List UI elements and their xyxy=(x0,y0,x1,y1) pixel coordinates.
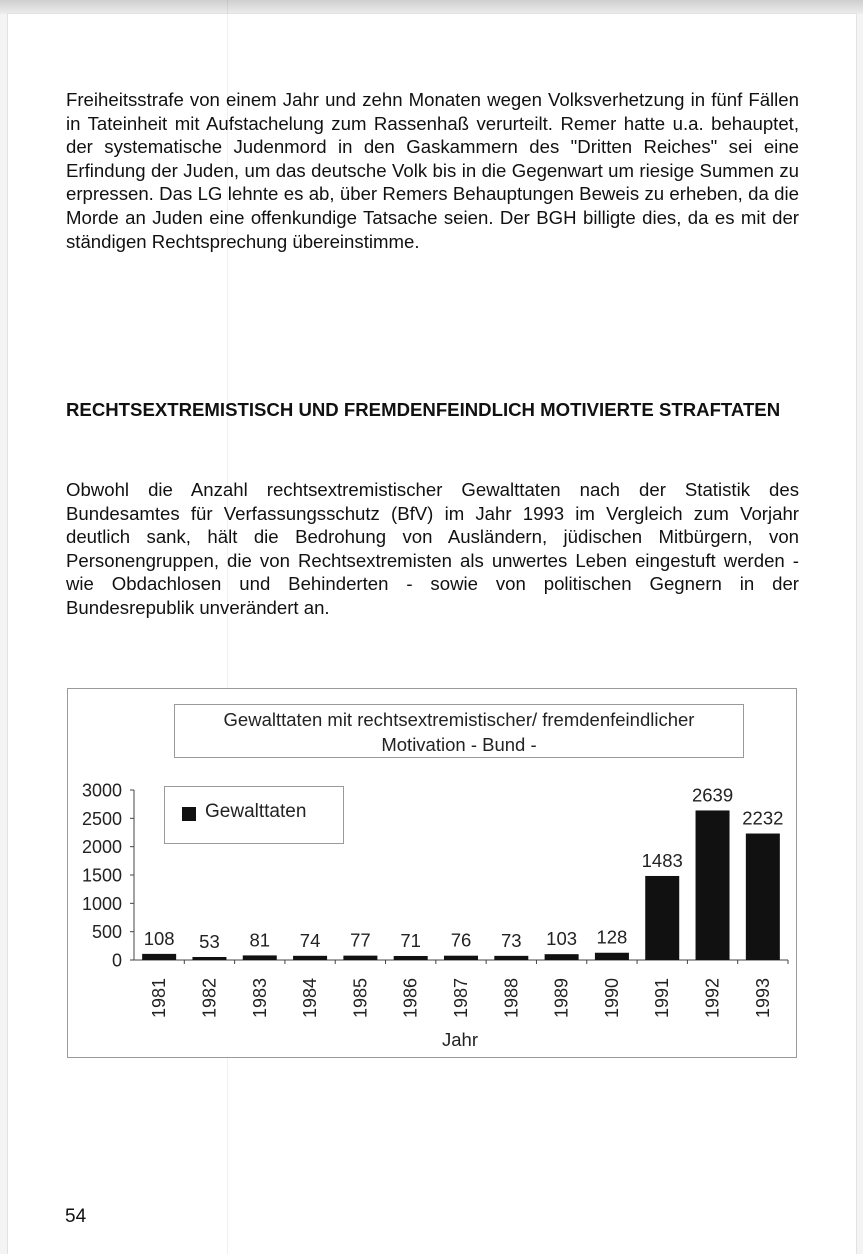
bar-1989 xyxy=(545,954,579,960)
bar-1991 xyxy=(645,876,679,960)
x-tick-label-1993: 1993 xyxy=(752,977,773,1019)
bar-1987 xyxy=(444,956,478,960)
chart-title-line2: Motivation - Bund - xyxy=(381,734,537,755)
x-tick-label-1991: 1991 xyxy=(652,977,673,1019)
y-tick-label: 1000 xyxy=(81,893,122,914)
x-tick-label-1984: 1984 xyxy=(300,977,321,1019)
bar-1986 xyxy=(394,956,428,960)
y-tick-label: 2000 xyxy=(81,837,122,858)
y-tick-label: 2500 xyxy=(81,808,122,829)
scan-top-edge xyxy=(0,0,863,14)
bar-1984 xyxy=(293,956,327,960)
data-label-1992: 2639 xyxy=(691,784,734,806)
y-tick-label: 3000 xyxy=(81,780,122,801)
bar-1992 xyxy=(696,810,730,960)
data-label-1984: 74 xyxy=(299,929,321,951)
y-tick-label: 0 xyxy=(111,950,122,971)
x-tick-label-1989: 1989 xyxy=(551,977,572,1019)
page-number: 54 xyxy=(65,1206,87,1227)
bar-chart-figure xyxy=(67,688,797,1058)
x-tick-label-1986: 1986 xyxy=(400,977,421,1019)
y-tick-label: 500 xyxy=(91,922,122,943)
chart-title-line1: Gewalttaten mit rechtsextremistischer/ fremdenfeindlicher xyxy=(223,709,695,730)
bar-1982 xyxy=(192,957,226,960)
y-tick-label: 1500 xyxy=(81,865,122,886)
data-label-1985: 77 xyxy=(350,929,371,951)
x-tick-label-1981: 1981 xyxy=(149,977,170,1019)
data-label-1986: 71 xyxy=(400,929,421,951)
x-tick-label-1987: 1987 xyxy=(451,977,471,1019)
legend-swatch xyxy=(182,807,196,821)
data-label-1988: 73 xyxy=(501,929,522,951)
bar-1983 xyxy=(243,955,277,960)
x-tick-label-1990: 1990 xyxy=(601,977,622,1019)
chart-title-box xyxy=(174,704,744,758)
x-tick-label-1992: 1992 xyxy=(702,977,723,1019)
data-label-1991: 1483 xyxy=(641,849,683,871)
bar-1993 xyxy=(746,834,780,960)
x-tick-label-1985: 1985 xyxy=(350,977,371,1019)
data-label-1993: 2232 xyxy=(742,807,784,829)
x-tick-label-1988: 1988 xyxy=(501,977,522,1019)
data-label-1987: 76 xyxy=(450,929,472,951)
data-label-1989: 103 xyxy=(546,928,578,950)
paragraph-statistics-intro: Obwohl die Anzahl rechtsextremistischer Gewalttaten nach der Statistik des Bundesamtes für Verfassungsschutz (BfV) im Jahr 1993 im Vergleich zum Vorjahr deutlich sank, hält die Bedrohung von Ausländern, jüdischen Mitbürgern, von Personengruppen, die von Rechtsextremisten als unwertes Leben eingestuft werden - wie Obdachlosen und Behinderten - sowie von politischen Gegnern in der Bundesrepublik unverändert an. xyxy=(66,479,799,618)
data-label-1983: 81 xyxy=(249,929,271,951)
bar-1990 xyxy=(595,953,629,960)
bar-1988 xyxy=(494,956,528,960)
chart-legend xyxy=(164,786,344,844)
legend-label: Gewalttaten xyxy=(205,801,307,822)
x-tick-label-1982: 1982 xyxy=(199,977,220,1019)
paragraph-remer-verdict: Freiheitsstrafe von einem Jahr und zehn Monaten wegen Volksverhetzung in fünf Fällen in Tateinheit mit Aufstachelung zum Rassenhaß verurteilt. Remer hatte u.a. behauptet, der systematische Judenmord in den Gaskammern des "Dritten Reiches" sei eine Erfindung der Juden, um das deutsche Volk bis in die Gegenwart um riesige Summen zu erpressen. Das LG lehnte es ab, über Remers Behauptungen Beweis zu erheben, da die Morde an Juden eine offenkundige Tatsache seien. Der BGH billigte dies, da es mit der ständigen Rechtsprechung übereinstimme. xyxy=(66,89,799,252)
x-tick-label-1983: 1983 xyxy=(249,977,270,1019)
x-axis-label: Jahr xyxy=(442,1029,478,1050)
data-label-1990: 128 xyxy=(596,926,628,948)
section-heading: RECHTSEXTREMISTISCH UND FREMDENFEINDLICH MOTIVIERTE STRAFTATEN xyxy=(66,399,781,420)
bar-1985 xyxy=(343,956,377,960)
data-label-1982: 53 xyxy=(199,930,220,952)
data-label-1981: 108 xyxy=(143,927,175,949)
bar-1981 xyxy=(142,954,176,960)
